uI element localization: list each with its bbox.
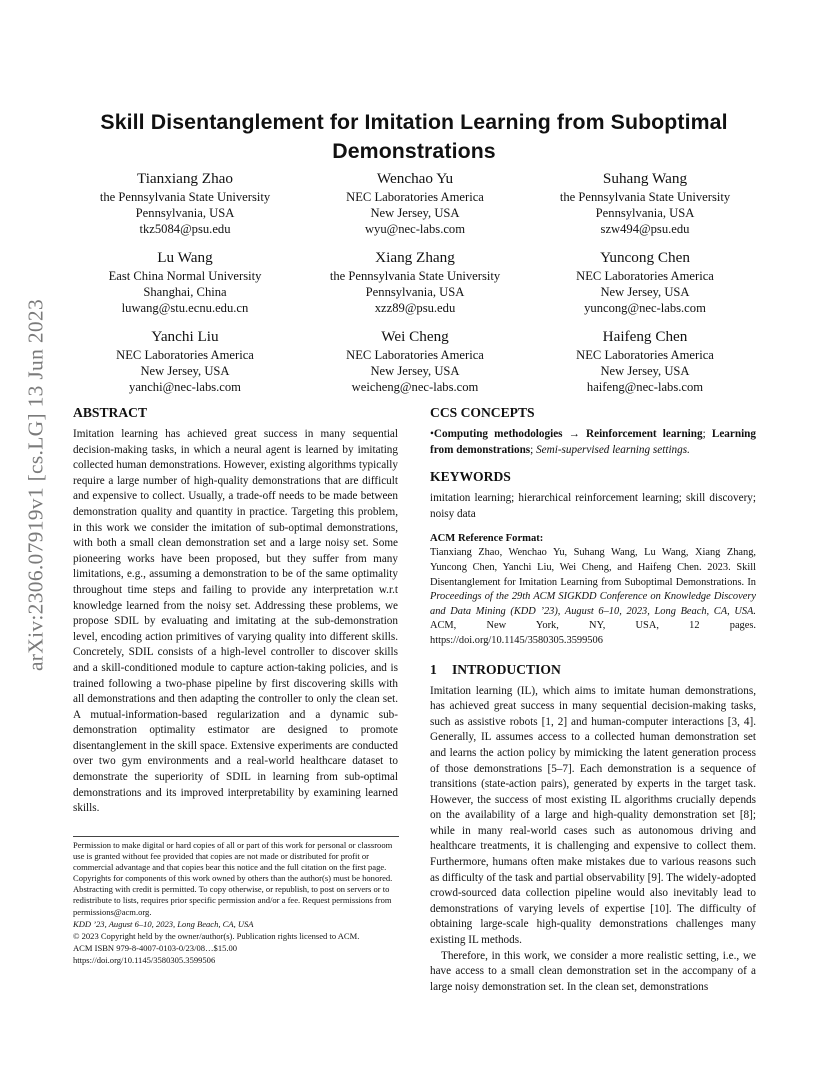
author-location: Shanghai, China [143, 285, 227, 299]
author-location: New Jersey, USA [600, 364, 690, 378]
author-location: New Jersey, USA [370, 206, 460, 220]
author-name: Suhang Wang [602, 170, 688, 187]
author-affiliation: NEC Laboratories America [346, 348, 484, 362]
ccs-concept-tertiary: Semi-supervised learning settings. [536, 443, 690, 456]
ccs-concept-secondary: Learning from demonstrations [430, 428, 756, 456]
author-affiliation: East China Normal University [108, 269, 262, 283]
author-name: Wenchao Yu [376, 170, 454, 187]
author-email: yuncong@nec-labs.com [584, 301, 706, 315]
copyright-footnote [73, 840, 399, 967]
arxiv-identifier-text: arXiv:2306.07919v1 [cs.LG] 13 Jun 2023 [23, 298, 48, 672]
author-name: Wei Cheng [381, 328, 449, 345]
author-email: xzz89@psu.edu [374, 301, 456, 315]
introduction-paragraph: Therefore, in this work, we consider a more realistic setting, i.e., we have access to a small clean demonstration set in the accompany of a large noisy demonstration set. In the clean set, demonstrations [430, 949, 756, 993]
author-name: Lu Wang [157, 249, 213, 266]
paper-title: Skill Disentanglement for Imitation Learning from Suboptimal Demonstrations [100, 110, 728, 163]
author-entry [70, 170, 300, 237]
author-entry [70, 249, 300, 316]
author-location: Pennsylvania, USA [135, 206, 235, 220]
author-entry [530, 328, 760, 395]
author-location: New Jersey, USA [140, 364, 230, 378]
permission-notice: Permission to make digital or hard copies of all or part of this work for personal or classroom use is granted without fee provided that copies are not made or distributed for profit or commercial advantage and that copies bear this notice and the full citation on the first page. Copyrights for components of this work owned by others than the author(s) must be honored. Abstracting with credit is permitted. To copy otherwise, or republish, to post on servers or to redistribute to lists, requires prior specific permission and/or a fee. Request permissions from permissions@acm.org. [73, 840, 393, 917]
author-name: Haifeng Chen [602, 328, 688, 345]
author-email: wyu@nec-labs.com [364, 222, 466, 236]
author-entry [530, 170, 760, 237]
keywords-text: imitation learning; hierarchical reinforcement learning; skill discovery; noisy data [430, 492, 756, 520]
author-entry [530, 249, 760, 316]
author-affiliation: NEC Laboratories America [576, 269, 714, 283]
copyright-notice: © 2023 Copyright held by the owner/author(s). Publication rights licensed to ACM. [73, 930, 360, 941]
author-location: Pennsylvania, USA [595, 206, 695, 220]
author-email: luwang@stu.ecnu.edu.cn [121, 301, 249, 315]
section-title: INTRODUCTION [452, 661, 561, 677]
isbn-line: ACM ISBN 979-8-4007-0103-0/23/08…$15.00 [73, 942, 238, 953]
author-entry [300, 170, 530, 237]
author-email: szw494@psu.edu [600, 222, 690, 236]
introduction-heading [430, 661, 756, 678]
ccs-separator: ; [702, 428, 712, 440]
author-affiliation: the Pennsylvania State University [329, 269, 501, 283]
author-email: tkz5084@psu.edu [139, 222, 231, 236]
ccs-heading: CCS CONCEPTS [430, 405, 535, 420]
left-column [73, 404, 398, 817]
author-entry [300, 249, 530, 316]
ccs-bullet: • [430, 428, 434, 440]
author-affiliation: NEC Laboratories America [346, 190, 484, 204]
author-email: haifeng@nec-labs.com [586, 380, 704, 394]
acm-reference-heading: ACM Reference Format: [430, 533, 544, 545]
abstract-heading: ABSTRACT [73, 405, 148, 420]
author-affiliation: the Pennsylvania State University [559, 190, 731, 204]
author-name: Yanchi Liu [151, 328, 219, 345]
author-name: Tianxiang Zhao [136, 170, 234, 187]
author-entry [70, 328, 300, 395]
conference-venue: KDD ’23, August 6–10, 2023, Long Beach, CA, USA [73, 918, 254, 929]
footnote-divider [73, 836, 399, 837]
keywords-heading: KEYWORDS [430, 469, 511, 485]
doi-line: https://doi.org/10.1145/3580305.3599506 [73, 954, 216, 965]
author-name: Xiang Zhang [375, 249, 455, 266]
author-location: New Jersey, USA [600, 285, 690, 299]
section-number: 1 [430, 661, 437, 677]
author-email: yanchi@nec-labs.com [129, 380, 241, 394]
author-location: New Jersey, USA [370, 364, 460, 378]
author-location: Pennsylvania, USA [365, 285, 465, 299]
abstract-text: Imitation learning has achieved great success in many sequential decision-making tasks, in which a neural agent is learned by imitating collected human demonstrations. However, existing algorithms typically require a large number of high-quality demonstrations that are difficult and expensive to collect. Usually, a trade-off needs to be made between demonstration quality and quantity in practice. Targeting this problem, in this work we consider the imitation of sub-optimal demonstrations, with both a small clean demonstration set and a large noisy set. Some pioneering works have been proposed, but they suffer from many limitations, e.g., assuming a demonstration to be of the same optimality throughout time steps and failing to provide any interpretation w.r.t knowledge learned from the noisy set. Addressing these problems, we propose SDIL by evaluating and imitating at the sub-demonstration level, encoding action primitives of varying quality into different skills. Concretely, SDIL consists of a high-level controller to discover skills and a skill-conditioned module to capture action-taking policies, and is trained following a two-phase pipeline by first discovering skills with all demonstrations and then adapting the controller to only the clean set. A mutual-information-based regularization and a dynamic sub-demonstration optimality estimator are designed to promote disentanglement in the skill space. Extensive experiments are conducted over two gym environments and a real-world healthcare dataset to demonstrate the superiority of SDIL in learning from sub-optimal demonstrations and its improved interpretability by examining learned skills. [73, 428, 398, 815]
author-name: Yuncong Chen [600, 249, 690, 266]
acm-reference-text [430, 546, 756, 648]
author-affiliation: NEC Laboratories America [576, 348, 714, 362]
author-entry [300, 328, 530, 395]
acm-reference-proceedings: Proceedings of the 29th ACM SIGKDD Conference on Knowledge Discovery and Data Mining (KDD ’23), August 6–10, 2023, Long Beach, CA, USA. [430, 591, 756, 617]
acm-reference-authors: Tianxiang Zhao, Wenchao Yu, Suhang Wang, Lu Wang, Xiang Zhang, Yuncong Chen, Yanchi Liu, Wei Cheng, and Haifeng Chen. 2023. Skill Disentanglement for Imitation Learning from Suboptimal Demonstrations. In [430, 547, 756, 588]
author-block [70, 170, 760, 395]
author-affiliation: NEC Laboratories America [116, 348, 254, 362]
acm-reference-publisher: ACM, New York, NY, USA, 12 pages. https://doi.org/10.1145/3580305.3599506 [430, 620, 756, 646]
ccs-concept-primary: Computing methodologies → Reinforcement learning [433, 428, 703, 440]
ccs-separator: ; [530, 443, 537, 456]
right-column [430, 404, 756, 995]
ccs-concepts-text [430, 427, 756, 458]
author-affiliation: the Pennsylvania State University [99, 190, 271, 204]
arxiv-identifier-stamp [22, 290, 50, 680]
introduction-paragraph: Imitation learning (IL), which aims to imitate human demonstrations, has achieved great success in many sequential decision-making tasks, such as assistive robots [1, 2] and human-computer interactions [3, 4]. Generally, IL assumes access to a collected human demonstration set and learns the action policy by mimicking the latent generation process of those demonstrations [5–7]. Each demonstration is a sequence of transitions (state-action pairs), generated by experts in the target task. However, the success of most existing IL algorithms crucially depends on the availability of a large and high-quality demonstration set [8]; while in many real-world cases such as autonomous driving and healthcare treatments, it is challenging and expensive to collect them. Furthermore, humans often make mistakes due to various reasons such as difficulty of the task and partial observability [9]. The widely-adopted crowd-sourced data collection pipeline would also inevitably lead to demonstrations of varying levels of expertise [10]. The difficulty of obtaining large-scale high-quality demonstrations challenges many existing IL methods. [430, 684, 756, 947]
author-email: weicheng@nec-labs.com [351, 380, 479, 394]
